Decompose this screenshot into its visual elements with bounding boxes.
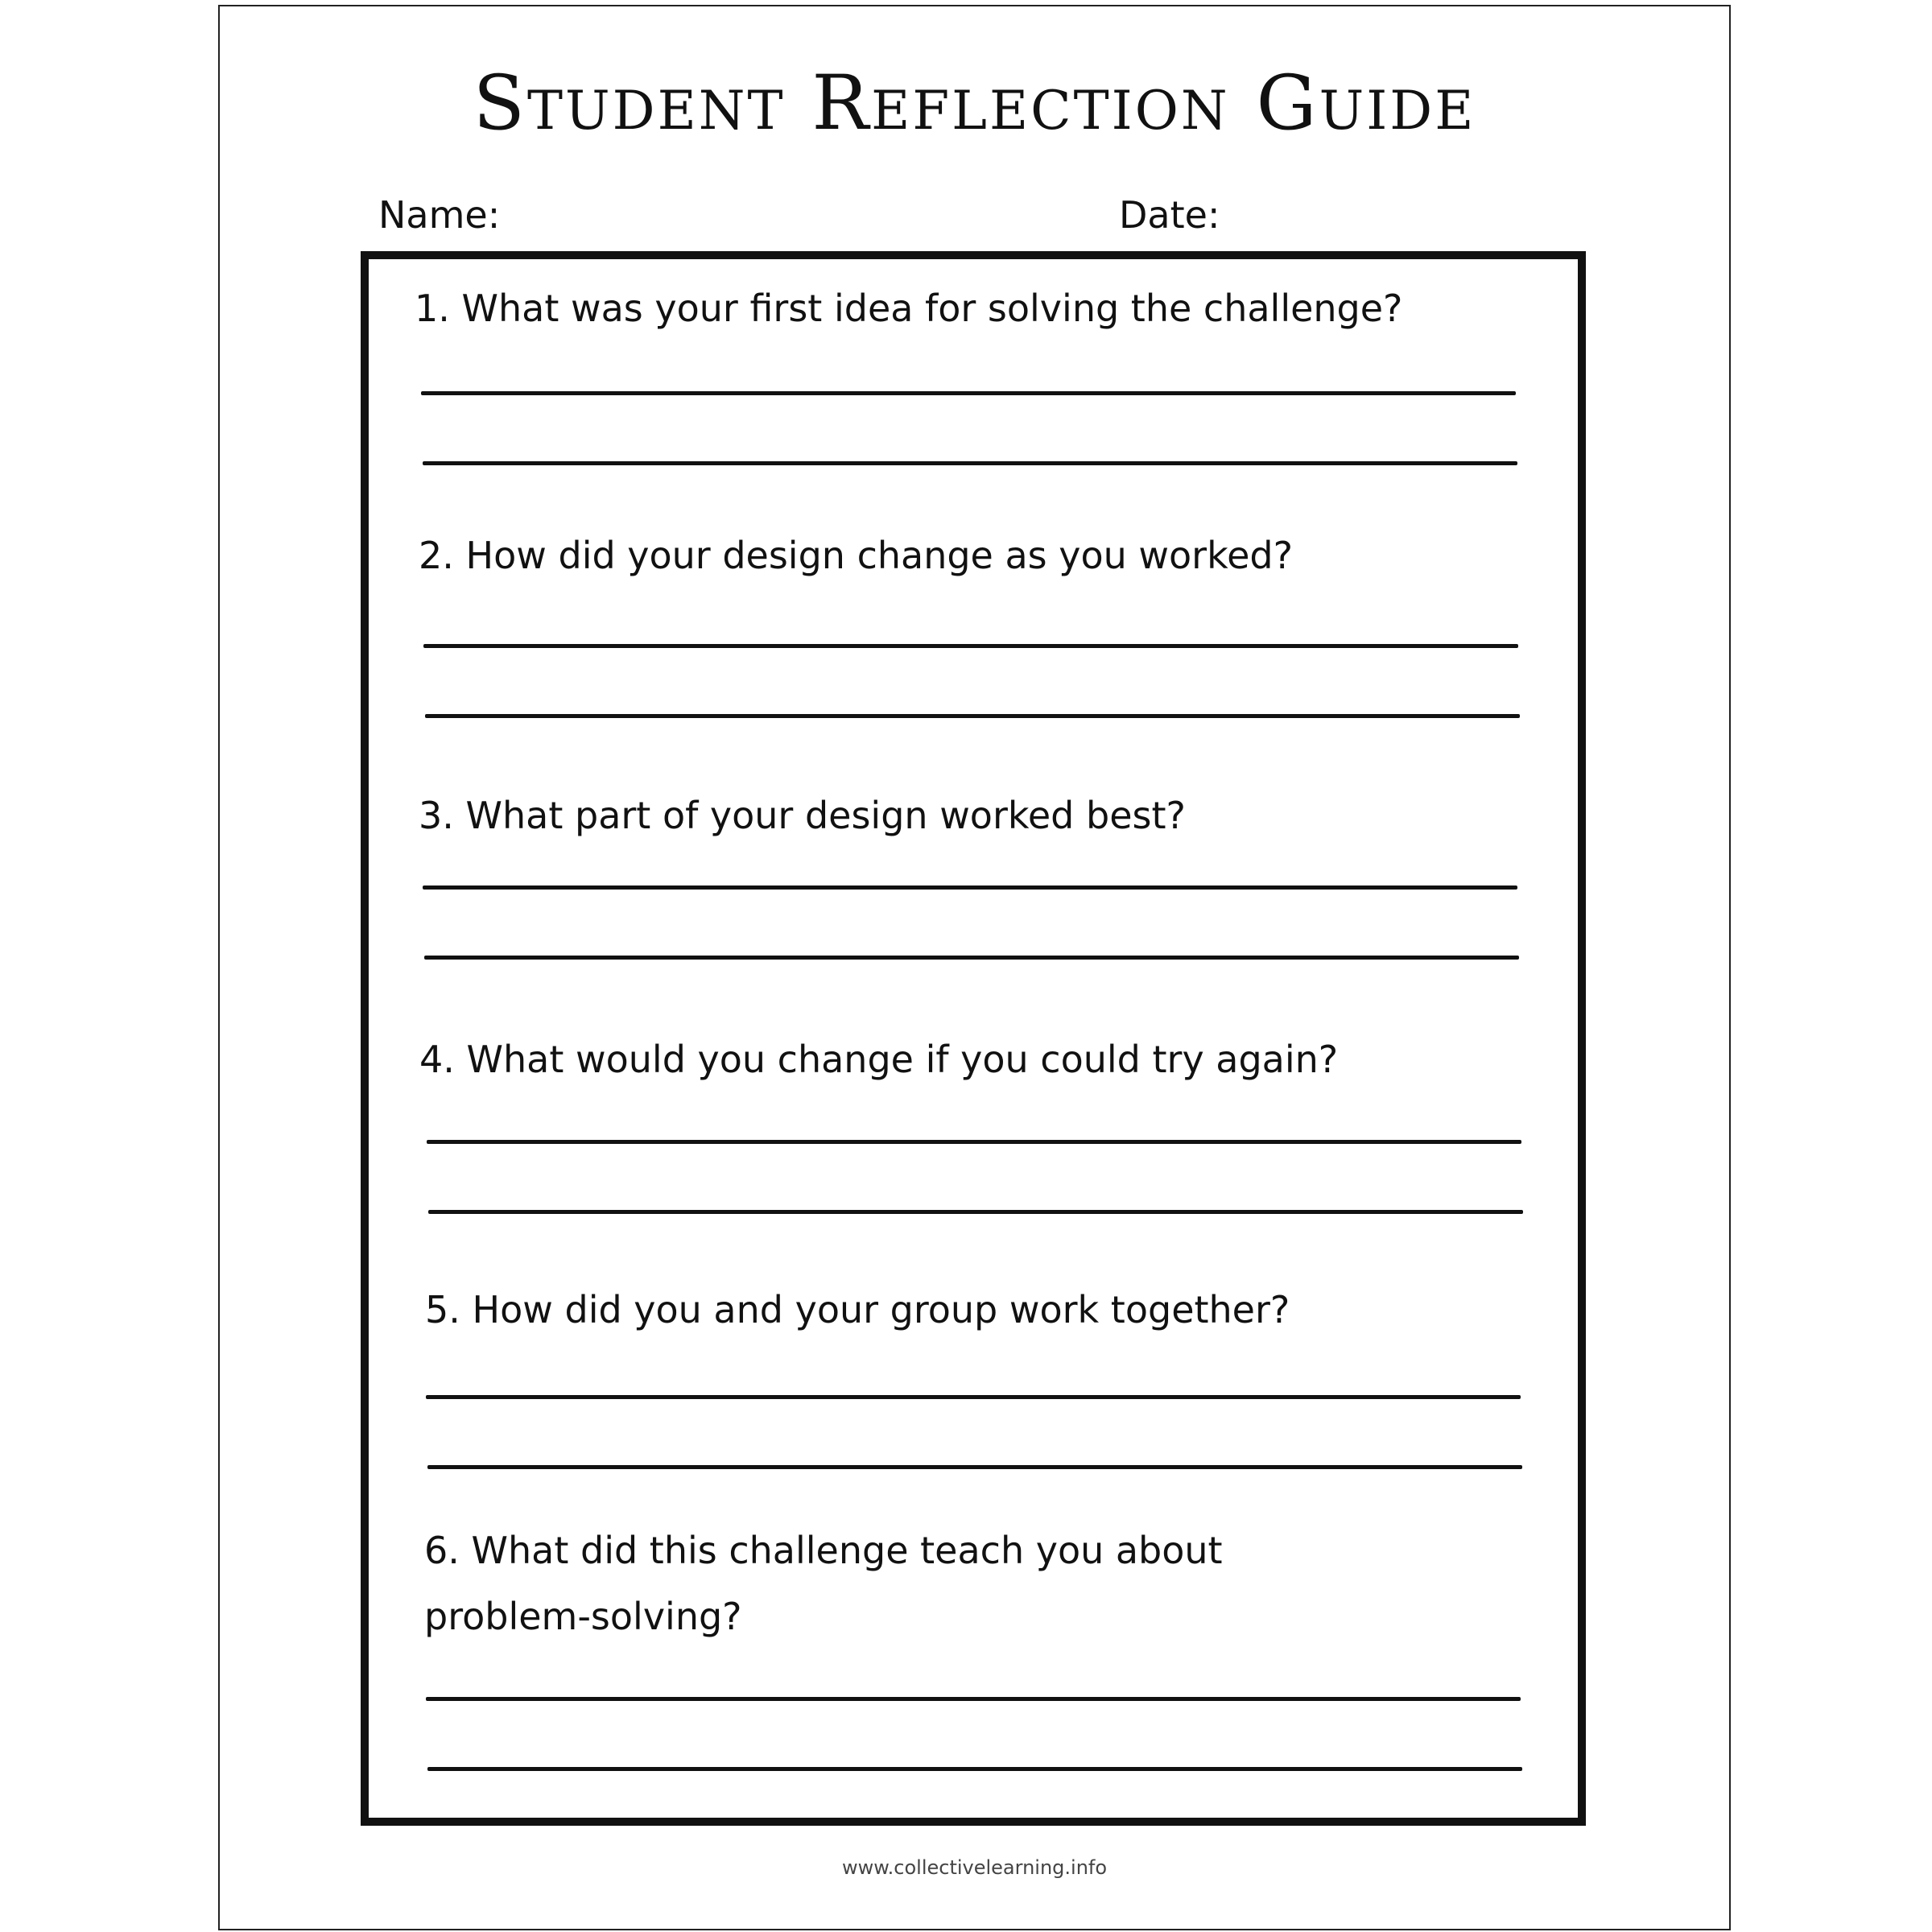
worksheet-page bbox=[218, 5, 1731, 1930]
answer-line-1b[interactable] bbox=[423, 461, 1517, 465]
footer-url: www.collectivelearning.info bbox=[841, 1856, 1108, 1879]
question-3: 3. What part of your design worked best? bbox=[419, 794, 1186, 837]
answer-line-3b[interactable] bbox=[424, 956, 1519, 960]
page-title: Student Reflection Guide bbox=[473, 60, 1476, 147]
question-5: 5. How did you and your group work together? bbox=[425, 1288, 1290, 1331]
answer-line-2a[interactable] bbox=[423, 644, 1518, 648]
date-label: Date: bbox=[1119, 193, 1220, 237]
answer-line-6a[interactable] bbox=[426, 1697, 1521, 1701]
name-label: Name: bbox=[378, 193, 501, 237]
answer-line-2b[interactable] bbox=[425, 714, 1520, 718]
question-6: 6. What did this challenge teach you about problem-solving? bbox=[424, 1529, 1223, 1638]
answer-line-1a[interactable] bbox=[421, 391, 1516, 395]
answer-line-3a[interactable] bbox=[423, 886, 1517, 890]
answer-line-5a[interactable] bbox=[426, 1395, 1521, 1399]
answer-line-5b[interactable] bbox=[427, 1465, 1522, 1469]
answer-line-4a[interactable] bbox=[427, 1140, 1521, 1144]
answer-line-6b[interactable] bbox=[427, 1767, 1522, 1771]
question-4: 4. What would you change if you could try again? bbox=[419, 1038, 1339, 1081]
answer-line-4b[interactable] bbox=[428, 1210, 1523, 1214]
questions-box bbox=[361, 251, 1586, 1826]
question-1: 1. What was your first idea for solving the challenge? bbox=[415, 287, 1403, 330]
question-2: 2. How did your design change as you worked? bbox=[419, 534, 1293, 577]
